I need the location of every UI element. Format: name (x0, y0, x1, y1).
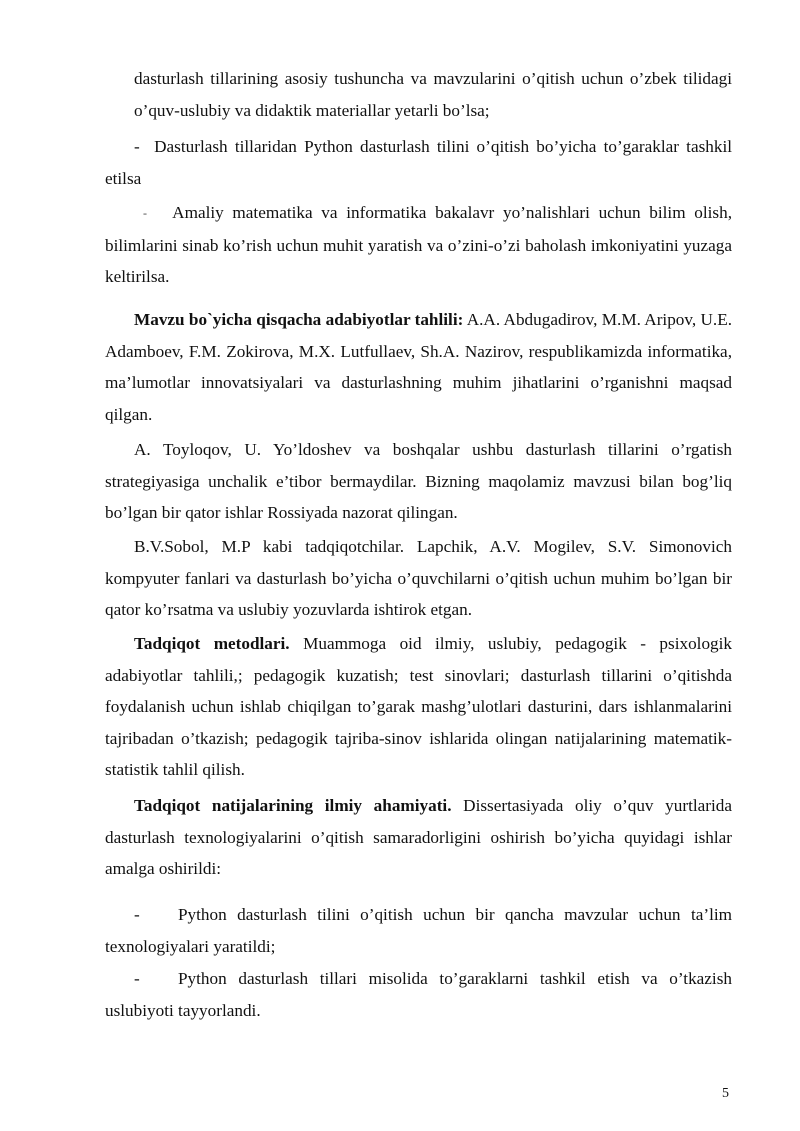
list-item (105, 899, 732, 962)
paragraph-text: Amaliy matematika va informatika bakalavr yo’nalishlari uchun bilim olish, bilimlarini sinab ko’rish uchun muhit yaratish va o’zini-o’zi baholash imkoniyatini yuzaga keltirilsa. (105, 203, 732, 287)
paragraph-text: A. Toyloqov, U. Yo’ldoshev va boshqalar ushbu dasturlash tillarini o’rgatish strategiyasiga unchalik e’tibor bermaydilar. Bizning maqolamiz mavzusi bilan bog’liq bo’lgan bir qator ishlar Rossiyada nazorat qilingan. (105, 440, 732, 522)
paragraph-text: Muammoga oid ilmiy, uslubiy, pedagogik - psixologik adabiyotlar tahlili,; pedagogik kuzatish; test sinovlari; dasturlash tillarini o’qitishda foydalanish uchun ishlab chiqilgan to’garak mashg’ulotlari dasturini, dars ishlanmalarini tajribadan o’tkazish; pedagogik tajriba-sinov ishlarida olingan natijalarining matematik-statistik tahlil qilish. (105, 634, 733, 779)
list-item-text: Python dasturlash tilini o’qitish uchun bir qancha mavzular uchun ta’lim texnologiyalari yaratildi; (105, 905, 732, 956)
page-number: 5 (722, 1086, 729, 1101)
dash-marker: - (143, 206, 147, 221)
paragraph-research-methods (105, 628, 732, 786)
dash-marker: - (134, 969, 140, 988)
list-item (105, 963, 732, 1026)
paragraph-text: Dasturlash tillaridan Python dasturlash tilini o’qitish bo’yicha to’garaklar tashkil etilsa (105, 137, 733, 188)
paragraph-scientific-significance (105, 790, 732, 885)
paragraph-text: Dissertasiyada oliy o’quv yurtlarida dasturlash texnologiyalarini o’qitish samaradorligini oshirish bo’yicha quyidagi ishlar amalga oshirildi: (105, 796, 732, 878)
bullet-paragraph-amaliy (105, 197, 732, 293)
paragraph-text: B.V.Sobol, M.P kabi tadqiqotchilar. Lapchik, A.V. Mogilev, S.V. Simonovich kompyuter fanlari va dasturlash bo’yicha o’quvchilarni o’qitish uchun muhim bo’lgan bir qator ko’rsatma va uslubiy yozuvlarda ishtirok etgan. (105, 537, 732, 619)
section-heading: Tadqiqot natijalarining ilmiy ahamiyati. (134, 796, 452, 815)
section-heading: Mavzu bo`yicha qisqacha adabiyotlar tahlili: (134, 310, 464, 329)
paragraph-sobol (105, 531, 732, 626)
dash-marker: - (134, 137, 140, 156)
list-item-text: Python dasturlash tillari misolida to’garaklarni tashkil etish va o’tkazish uslubiyoti tayyorlandi. (105, 969, 732, 1020)
paragraph-text: A.A. Abdugadirov, M.M. Aripov, U.E. Adamboev, F.M. Zokirova, M.X. Lutfullaev, Sh.A. Nazirov, respublikamizda informatika, ma’lumotlar innovatsiyalari va dasturlashning muhim jihatlarini o’rganishni maqsad qilgan. (105, 310, 733, 424)
paragraph-continuation (134, 63, 732, 126)
bullet-paragraph-python (105, 131, 732, 194)
paragraph-text: dasturlash tillarining asosiy tushuncha va mavzularini o’qitish uchun o’zbek tilidagi o’quv-uslubiy va didaktik materiallar yetarli bo’lsa; (134, 69, 732, 120)
paragraph-toyloqov (105, 434, 732, 529)
paragraph-literature-review (105, 304, 732, 430)
section-heading: Tadqiqot metodlari. (134, 634, 290, 653)
dash-marker: - (134, 905, 140, 924)
